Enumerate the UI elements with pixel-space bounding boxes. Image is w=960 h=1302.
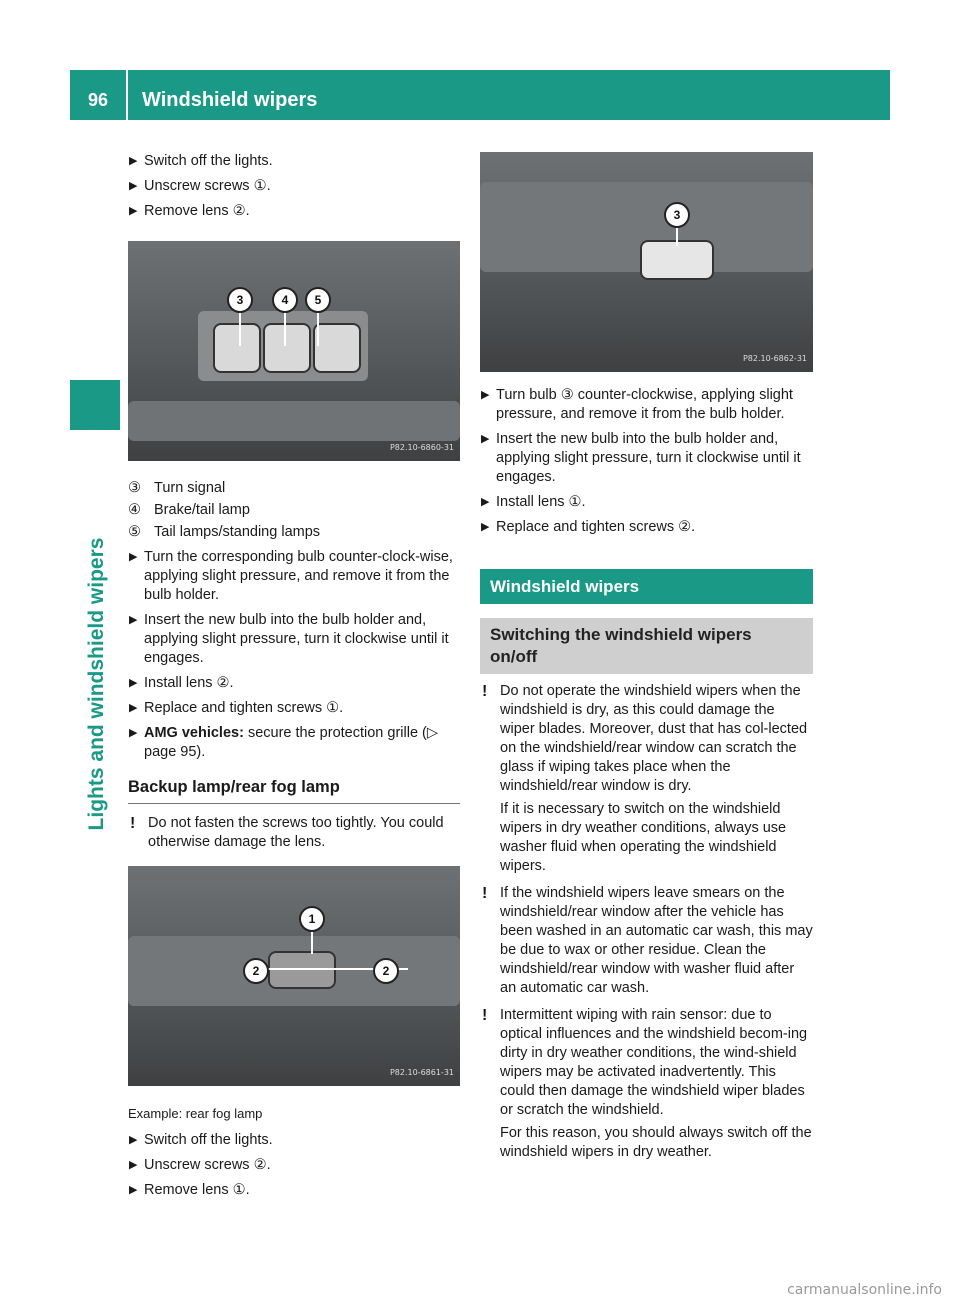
step-arrow-icon: ▶	[129, 155, 138, 167]
step-arrow-icon: ▶	[129, 702, 138, 714]
step-arrow-icon: ▶	[481, 496, 490, 508]
page-title: Windshield wipers	[142, 89, 318, 111]
callout-marker: 4	[272, 287, 298, 313]
warning-note: ! Intermittent wiping with rain sensor: due to optical influences and the windshield becom-ing dirty in dry weather conditions, the wind-shield wipers may be activated inadvertently. This could then damage the windshield wiper blades or scratch the windshield. For this reason, you should always switch off the windshield wipers in dry weather.	[482, 1007, 812, 1160]
callout-leader	[317, 311, 319, 346]
instruction-step: ▶ Turn the corresponding bulb counter-clock-wise, applying slight pressure, and remove it from the bulb holder.	[129, 549, 453, 603]
legend-item: ③ Turn signal	[128, 480, 226, 496]
warning-note: ! Do not fasten the screws too tightly. You could otherwise damage the lens.	[130, 815, 444, 850]
warning-icon: !	[482, 1007, 488, 1024]
callout-leader	[239, 311, 241, 346]
step-arrow-icon: ▶	[129, 551, 138, 563]
instruction-step: ▶ Install lens ①.	[481, 494, 586, 510]
rear-fog-lamp-figure	[128, 866, 460, 1086]
warning-note: ! Do not operate the windshield wipers when the windshield is dry, as this could damage the wiper blades. Moreover, dust that has col-lected on the windshield/rear window can scratch the glass if wiping takes place when the windshield/rear window is dry. If it is necessary to switch on the windshield wipers in dry weather conditions, always use washer fluid when operating the windshield wipers.	[482, 683, 808, 874]
step-arrow-icon: ▶	[481, 521, 490, 533]
figure-caption: Example: rear fog lamp	[128, 1106, 263, 1121]
step-arrow-icon: ▶	[129, 1134, 138, 1146]
bulb-turn-signal	[213, 323, 261, 373]
step-arrow-icon: ▶	[129, 1159, 138, 1171]
fog-lamp-lens	[268, 951, 336, 989]
legend-item: ⑤ Tail lamps/standing lamps	[128, 524, 321, 540]
instruction-step: ▶ Remove lens ①.	[129, 1182, 250, 1198]
callout-leader	[284, 311, 286, 346]
left-column	[128, 152, 460, 1206]
instruction-step: ▶ Insert the new bulb into the bulb holder and, applying slight pressure, turn it clockwise until it engages.	[129, 612, 449, 666]
instruction-step: ▶ Unscrew screws ②.	[129, 1157, 271, 1173]
bulb-brake-tail	[263, 323, 311, 373]
callout-marker: 5	[305, 287, 331, 313]
figure-code: P82.10-6862-31	[742, 354, 807, 363]
warning-icon: !	[130, 815, 136, 832]
step-arrow-icon: ▶	[129, 677, 138, 689]
figure-code: P82.10-6861-31	[389, 1068, 454, 1077]
instruction-step: ▶ Switch off the lights.	[129, 153, 273, 169]
figure-code: P82.10-6860-31	[389, 443, 454, 452]
callout-marker: 3	[664, 202, 690, 228]
instruction-step-amg: ▶ AMG vehicles: secure the protection grille (▷ page 95).	[129, 725, 439, 760]
page-number: 96	[87, 90, 109, 110]
instruction-step: ▶ Replace and tighten screws ①.	[129, 700, 344, 716]
section-title-windshield-wipers: Windshield wipers	[480, 569, 813, 604]
instruction-step: ▶ Replace and tighten screws ②.	[481, 519, 696, 535]
right-column	[480, 152, 813, 1170]
chapter-label: Lights and windshield wipers	[85, 537, 108, 831]
legend-item: ④ Brake/tail lamp	[128, 502, 250, 518]
backup-lamp-housing	[640, 240, 714, 280]
warning-note: ! If the windshield wipers leave smears on the windshield/rear window after the vehicle has been washed in an automatic car wash, this may be due to wax or other residue. Clean the windshield/rear window with washer fluid after an automatic car wash.	[482, 885, 813, 996]
callout-marker: 1	[299, 906, 325, 932]
step-arrow-icon: ▶	[481, 433, 490, 445]
subsection-title-switching-wipers: Switching the windshield wipers on/off	[480, 618, 813, 674]
instruction-step: ▶ Remove lens ②.	[129, 203, 250, 219]
warning-icon: !	[482, 683, 488, 700]
backup-lamp-figure	[480, 152, 813, 372]
step-arrow-icon: ▶	[129, 1184, 138, 1196]
bulb-standing	[313, 323, 361, 373]
step-arrow-icon: ▶	[129, 614, 138, 626]
instruction-step: ▶ Install lens ②.	[129, 675, 234, 691]
step-arrow-icon: ▶	[129, 180, 138, 192]
legend-number: ⑤	[128, 524, 141, 540]
callout-marker: 3	[227, 287, 253, 313]
step-arrow-icon: ▶	[129, 205, 138, 217]
header-divider	[126, 70, 128, 120]
step-arrow-icon: ▶	[129, 727, 138, 739]
callout-marker: 2	[243, 958, 269, 984]
step-arrow-icon: ▶	[481, 389, 490, 401]
instruction-step: ▶ Unscrew screws ①.	[129, 178, 271, 194]
legend-number: ④	[128, 502, 141, 518]
bumper	[128, 401, 460, 441]
instruction-step: ▶ Switch off the lights.	[129, 1132, 273, 1148]
footer-watermark-url: carmanualsonline.info	[787, 1282, 942, 1298]
legend-number: ③	[128, 480, 141, 496]
section-title-backup-lamp: Backup lamp/rear fog lamp	[128, 778, 460, 804]
amg-label: AMG vehicles:	[144, 725, 244, 741]
instruction-step: ▶ Turn bulb ③ counter-clockwise, applying slight pressure, and remove it from the bulb holder.	[481, 387, 793, 422]
callout-marker: 2	[373, 958, 399, 984]
instruction-step: ▶ Insert the new bulb into the bulb holder and, applying slight pressure, turn it clockwise until it engages.	[481, 431, 801, 485]
tail-lamp-figure	[128, 241, 460, 461]
warning-icon: !	[482, 885, 488, 902]
